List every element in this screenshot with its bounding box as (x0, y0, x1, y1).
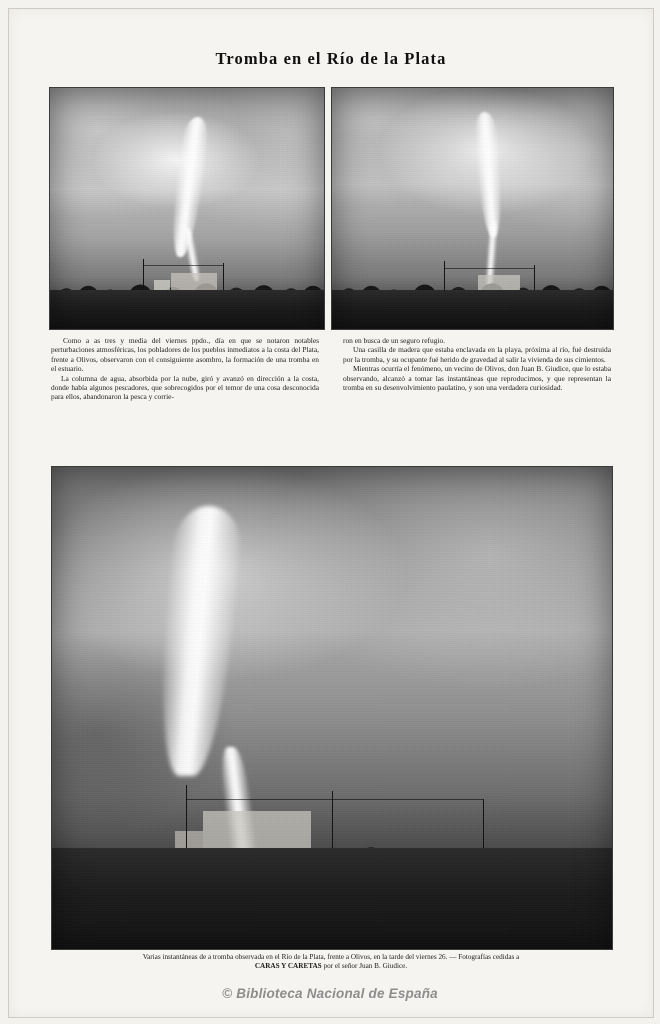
photo-waterspout-large (51, 466, 613, 950)
text-column-right (343, 336, 611, 392)
paragraph: Una casilla de madera que estaba enclavada en la playa, próxima al río, fué destruida por la tromba, y su ocupante fué herido de gravedad al salir la vivienda de sus cimientos. (343, 345, 611, 364)
photo-vignette (332, 88, 613, 329)
article-text (51, 336, 611, 458)
caption-line-2 (51, 962, 611, 971)
paragraph: ron en busca de un seguro refugio. (343, 336, 446, 345)
paragraph: La columna de agua, absorbida por la nube, giró y avanzó en dirección a la costa, donde había algunos pescadores, que sobrecogidos por el temor de una cosa desconocida para ellos, abandonaron la pesca y corrie- (51, 373, 319, 402)
caption-credit: por el señor Juan B. Giudice. (321, 962, 408, 970)
text-column-left (51, 336, 319, 402)
paragraph: Como a as tres y media del viernes ppdo., día en que se notaron notables perturbaciones atmosféricas, los pobladores de los pueblos inmediatos a la costa del Plata, frente a Olivos, observaron con el consiguiente asombro, la formación de una tromba en el estuario. (51, 336, 319, 374)
photo-waterspout-top-left (49, 87, 325, 330)
page-paper (8, 8, 654, 1018)
library-watermark: © Biblioteca Nacional de España (222, 986, 438, 1001)
caption-magazine-name: CARAS Y CARETAS (254, 962, 322, 970)
photo-waterspout-top-right (331, 87, 614, 330)
photo-caption (51, 953, 611, 971)
paragraph: Mientras ocurría el fenómeno, un vecino de Olivos, don Juan B. Giudice, que lo estaba observando, alcanzó a tomar las instantáneas que reproducimos, y que representan la tromba en su desenvolvimiento paulatino, y son una verdadera curiosidad. (343, 364, 611, 393)
page-title: Tromba en el Río de la Plata (215, 49, 447, 68)
photo-vignette (50, 88, 324, 329)
photo-vignette (52, 467, 612, 949)
caption-line-1: Varias instantáneas de a tromba observada en el Río de la Plata, frente a Olivos, en la tarde del viernes 26. — Fotografías cedidas a (142, 953, 520, 961)
